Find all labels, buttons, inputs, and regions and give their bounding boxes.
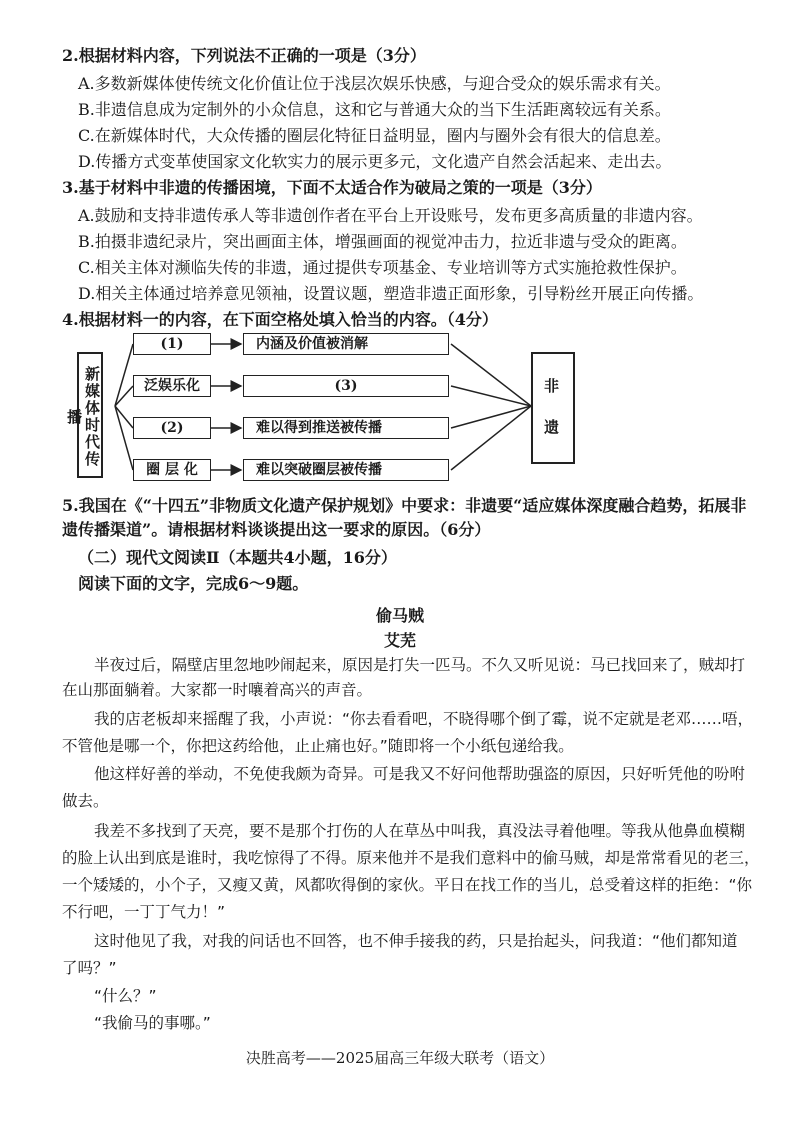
cause-box-2: 泛娱乐化 <box>133 375 211 397</box>
section-instruction: 阅读下面的文字，完成6～9题。 <box>78 574 309 593</box>
story-line-8: 的脸上认出到底是谁时，我吃惊得了不得。原来他并不是我们意料中的偷马贼，却是常常看见的老三， <box>62 849 760 867</box>
question-2-option-b: B.非遗信息成为定制外的小众信息，这和它与普通大众的当下生活距离较远有关系。 <box>78 100 671 119</box>
fan-line-right-3 <box>451 406 531 428</box>
question-2-option-c: C.在新媒体时代，大众传播的圈层化特征日益明显，圈内与圈外会有很大的信息差。 <box>78 126 671 145</box>
story-line-4: 不管他是哪一个，你把这药给他，止止痛也好。”随即将一个小纸包递给我。 <box>62 737 574 755</box>
story-line-14: “我偷马的事哪。” <box>94 1014 211 1032</box>
story-author: 艾芜 <box>383 631 416 650</box>
question-3-stem: 3.基于材料中非遗的传播困境，下面不太适合作为破局之策的一项是（3分） <box>62 178 602 197</box>
effect-box-4: 难以突破圈层被传播 <box>243 459 449 481</box>
question-3-option-a: A.鼓励和支持非遗传承人等非遗创作者在平台上开设账号，发布更多高质量的非遗内容。 <box>78 206 703 225</box>
story-line-9: 一个矮矮的，小个子，又瘦又黄，风都吹得倒的家伙。平日在找工作的当儿，总受着这样的拒绝：“你 <box>62 876 753 894</box>
flow-diagram <box>65 330 583 482</box>
effect-box-3: 难以得到推送被传播 <box>243 417 449 439</box>
effect-box-1: 内涵及价值被消解 <box>243 333 449 355</box>
cause-box-4: 圈 层 化 <box>133 459 211 481</box>
story-line-1: 半夜过后，隔壁店里忽地吵闹起来，原因是打失一匹马。不久又听见说：马已找回来了，贼却打 <box>94 656 746 674</box>
section-heading: （二）现代文阅读Ⅱ（本题共4小题，16分） <box>78 548 397 567</box>
story-title: 偷马贼 <box>375 606 424 625</box>
story-line-10: 不行吧，一丁丁气力！” <box>62 903 226 921</box>
question-2-stem: 2.根据材料内容，下列说法不正确的一项是（3分） <box>62 46 426 65</box>
story-line-7: 我差不多找到了天亮，要不是那个打伤的人在草丛中叫我，真没法寻着他哩。等我从他鼻血模糊 <box>94 822 746 840</box>
page-footer: 决胜高考——2025届高三年级大联考（语文） <box>245 1049 555 1067</box>
cause-box-1: (1) <box>133 333 211 355</box>
story-line-3: 我的店老板却来摇醒了我，小声说：“你去看看吧，不晓得哪个倒了霉，说不定就是老邓……唔， <box>94 710 754 728</box>
effect-box-2: (3) <box>243 375 449 397</box>
fan-line-left-4 <box>115 406 133 470</box>
cause-box-3: (2) <box>133 417 211 439</box>
story-line-11: 这时他见了我，对我的问话也不回答，也不伸手接我的药，只是抬起头，问我道：“他们都知道 <box>94 932 738 950</box>
question-2-option-d: D.传播方式变革使国家文化软实力的展示更多元，文化遗产自然会活起来、走出去。 <box>78 152 672 171</box>
diagram-left-label: 新媒体时代传播 <box>77 352 103 478</box>
story-line-12: 了吗？” <box>62 959 117 977</box>
story-line-13: “什么？” <box>94 987 157 1005</box>
fan-line-right-4 <box>451 406 531 470</box>
question-4-stem: 4.根据材料一的内容，在下面空格处填入恰当的内容。（4分） <box>62 310 498 329</box>
question-3-option-d: D.相关主体通过培养意见领袖，设置议题，塑造非遗正面形象，引导粉丝开展正向传播。 <box>78 284 704 303</box>
question-3-option-c: C.相关主体对濒临失传的非遗，通过提供专项基金、专业培训等方式实施抢救性保护。 <box>78 258 687 277</box>
question-3-option-b: B.拍摄非遗纪录片，突出画面主体，增强画面的视觉冲击力，拉近非遗与受众的距离。 <box>78 232 687 251</box>
question-5-line-1: 5.我国在《“十四五”非物质文化遗产保护规划》中要求：非遗要“适应媒体深度融合趋势，拓展非 <box>62 496 747 515</box>
story-line-2: 在山那面躺着。大家都一时嚷着高兴的声音。 <box>62 681 373 699</box>
question-2-option-a: A.多数新媒体使传统文化价值让位于浅层次娱乐快感，与迎合受众的娱乐需求有关。 <box>78 74 671 93</box>
story-line-6: 做去。 <box>62 792 109 810</box>
story-line-5: 他这样好善的举动，不免使我颇为奇异。可是我又不好问他帮助强盗的原因，只好听凭他的吩咐 <box>94 765 746 783</box>
question-5-line-2: 遗传播渠道”。请根据材料谈谈提出这一要求的原因。（6分） <box>62 520 491 539</box>
diagram-right-label: 非遗 <box>531 352 575 464</box>
